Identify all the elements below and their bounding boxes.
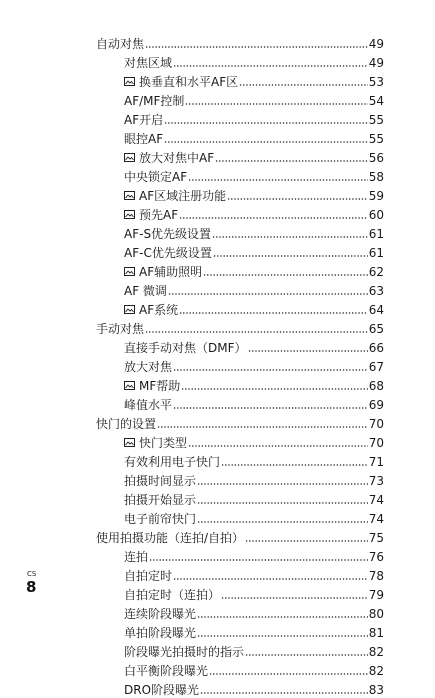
toc-section[interactable] bbox=[0, 33, 435, 52]
dot-leader bbox=[197, 501, 368, 505]
toc-entry-label bbox=[124, 607, 196, 622]
toc-entry-label bbox=[124, 474, 196, 489]
toc-entry[interactable] bbox=[0, 679, 435, 698]
toc-entry-label bbox=[124, 436, 187, 451]
toc-page-number: 74 bbox=[368, 512, 384, 526]
toc-entry-label bbox=[124, 398, 172, 413]
toc-page-number: 49 bbox=[368, 56, 384, 70]
toc-entry-label bbox=[124, 265, 202, 280]
toc-entry-text: 拍摄时间显示 bbox=[124, 474, 197, 488]
toc-entry-label bbox=[124, 246, 212, 261]
picture-frame-icon bbox=[124, 379, 135, 388]
toc-entry-text: AF区域注册功能 bbox=[139, 189, 227, 203]
toc-entry-label bbox=[124, 303, 178, 318]
toc-entry[interactable] bbox=[0, 641, 435, 660]
toc-entry[interactable] bbox=[0, 489, 435, 508]
picture-frame-icon bbox=[124, 303, 135, 312]
toc-entry-label bbox=[96, 417, 156, 432]
toc-entry[interactable] bbox=[0, 356, 435, 375]
toc-entry[interactable] bbox=[0, 204, 435, 223]
toc-entry[interactable] bbox=[0, 622, 435, 641]
toc-page-number: 65 bbox=[368, 322, 384, 336]
dot-leader bbox=[209, 672, 368, 676]
toc-entry-label bbox=[124, 170, 187, 185]
toc-entry-text: 直接手动对焦（DMF） bbox=[124, 341, 247, 355]
toc-entry-text: 自拍定时 bbox=[124, 569, 173, 583]
toc-page-number: 60 bbox=[368, 208, 384, 222]
toc-section[interactable] bbox=[0, 413, 435, 432]
toc-entry-text: 快门的设置 bbox=[96, 417, 157, 431]
toc-entry-text: AF系统 bbox=[139, 303, 179, 317]
dot-leader bbox=[168, 292, 368, 296]
toc-page-number: 58 bbox=[368, 170, 384, 184]
toc-entry[interactable] bbox=[0, 109, 435, 128]
toc-entry-label bbox=[124, 189, 226, 204]
dot-leader bbox=[221, 596, 368, 600]
dot-leader bbox=[188, 178, 368, 182]
toc-entry[interactable] bbox=[0, 299, 435, 318]
dot-leader bbox=[179, 216, 368, 220]
picture-frame-icon bbox=[124, 151, 135, 160]
toc-page-number: 79 bbox=[368, 588, 384, 602]
toc-entry[interactable] bbox=[0, 375, 435, 394]
toc-entry-text: 快门类型 bbox=[139, 436, 188, 450]
toc-entry-text: DRO阶段曝光 bbox=[124, 683, 200, 697]
picture-frame-icon bbox=[124, 75, 135, 84]
dot-leader bbox=[197, 634, 368, 638]
dot-leader bbox=[149, 558, 368, 562]
toc-page-number: 81 bbox=[368, 626, 384, 640]
toc-entry-label bbox=[124, 360, 172, 375]
toc-entry-label bbox=[124, 588, 220, 603]
toc-entry-text: 对焦区域 bbox=[124, 56, 173, 70]
toc-entry-text: 白平衡阶段曝光 bbox=[124, 664, 209, 678]
toc-entry-text: 放大对焦中AF bbox=[139, 151, 215, 165]
toc-entry-text: 峰值水平 bbox=[124, 398, 173, 412]
toc-page-number: 75 bbox=[368, 531, 384, 545]
toc-entry-text: AF辅助照明 bbox=[139, 265, 203, 279]
toc-page-number: 68 bbox=[368, 379, 384, 393]
toc-entry-text: 放大对焦 bbox=[124, 360, 173, 374]
dot-leader bbox=[173, 64, 368, 68]
toc-entry-label bbox=[124, 56, 172, 71]
dot-leader bbox=[173, 368, 368, 372]
toc-entry-text: 阶段曝光拍摄时的指示 bbox=[124, 645, 245, 659]
toc-entry[interactable] bbox=[0, 470, 435, 489]
toc-page-number: 54 bbox=[368, 94, 384, 108]
toc-page-number: 61 bbox=[368, 246, 384, 260]
toc-entry-label bbox=[124, 341, 247, 356]
toc-entry[interactable] bbox=[0, 565, 435, 584]
toc-entry-label bbox=[124, 208, 178, 223]
toc-entry-text: 换垂直和水平AF区 bbox=[139, 75, 239, 89]
toc-entry-label bbox=[124, 626, 196, 641]
dot-leader bbox=[188, 444, 368, 448]
toc-entry[interactable] bbox=[0, 147, 435, 166]
toc-page-number: 69 bbox=[368, 398, 384, 412]
toc-entry-text: AF-C优先级设置 bbox=[124, 246, 212, 260]
dot-leader bbox=[197, 615, 368, 619]
toc-entry[interactable] bbox=[0, 337, 435, 356]
toc-entry-text: MF帮助 bbox=[139, 379, 181, 393]
toc-page-number: 55 bbox=[368, 113, 384, 127]
toc-page-number: 80 bbox=[368, 607, 384, 621]
toc-entry-text: 使用拍摄功能（连拍/自拍） bbox=[96, 531, 245, 545]
toc-entry-text: 电子前帘快门 bbox=[124, 512, 197, 526]
toc-page-number: 70 bbox=[368, 417, 384, 431]
toc-entry-label bbox=[124, 151, 214, 166]
dot-leader bbox=[245, 539, 368, 543]
dot-leader bbox=[173, 406, 368, 410]
dot-leader bbox=[179, 311, 368, 315]
dot-leader bbox=[213, 254, 368, 258]
toc-page-number: 67 bbox=[368, 360, 384, 374]
toc-entry[interactable] bbox=[0, 90, 435, 109]
toc-entry-label bbox=[124, 113, 163, 128]
toc-page-number: 74 bbox=[368, 493, 384, 507]
toc-entry-label bbox=[96, 322, 144, 337]
picture-frame-icon bbox=[124, 208, 135, 217]
dot-leader bbox=[157, 425, 368, 429]
toc-entry[interactable] bbox=[0, 546, 435, 565]
dot-leader bbox=[248, 349, 368, 353]
table-of-contents bbox=[0, 33, 435, 698]
dot-leader bbox=[145, 45, 368, 49]
dot-leader bbox=[203, 273, 368, 277]
toc-entry[interactable] bbox=[0, 603, 435, 622]
toc-page-number: 73 bbox=[368, 474, 384, 488]
toc-entry-label bbox=[124, 512, 196, 527]
toc-page-number: 49 bbox=[368, 37, 384, 51]
dot-leader bbox=[227, 197, 368, 201]
toc-entry-text: 单拍阶段曝光 bbox=[124, 626, 197, 640]
toc-entry[interactable] bbox=[0, 166, 435, 185]
toc-entry-text: AF/MF控制 bbox=[124, 94, 185, 108]
toc-entry-label bbox=[124, 683, 199, 698]
toc-page-number: 82 bbox=[368, 664, 384, 678]
toc-page-number: 59 bbox=[368, 189, 384, 203]
toc-entry-text: 眼控AF bbox=[124, 132, 164, 146]
toc-page-number: 76 bbox=[368, 550, 384, 564]
toc-entry-text: AF 微调 bbox=[124, 284, 167, 298]
toc-section[interactable] bbox=[0, 527, 435, 546]
toc-page-number: 63 bbox=[368, 284, 384, 298]
toc-entry[interactable] bbox=[0, 261, 435, 280]
toc-entry-text: 预先AF bbox=[139, 208, 179, 222]
toc-entry[interactable] bbox=[0, 451, 435, 470]
language-code: CS bbox=[27, 570, 37, 578]
toc-page-number: 78 bbox=[368, 569, 384, 583]
toc-page-number: 64 bbox=[368, 303, 384, 317]
toc-entry[interactable] bbox=[0, 660, 435, 679]
toc-entry[interactable] bbox=[0, 223, 435, 242]
dot-leader bbox=[200, 691, 368, 695]
toc-entry-text: 中央锁定AF bbox=[124, 170, 188, 184]
toc-entry-text: 手动对焦 bbox=[96, 322, 145, 336]
toc-entry-text: 连拍 bbox=[124, 550, 149, 564]
toc-page-number: 82 bbox=[368, 645, 384, 659]
toc-entry-label bbox=[124, 94, 184, 109]
toc-page-number: 56 bbox=[368, 151, 384, 165]
toc-entry-label bbox=[124, 455, 220, 470]
toc-entry-label bbox=[96, 37, 144, 52]
toc-page-number: 83 bbox=[368, 683, 384, 697]
toc-entry[interactable] bbox=[0, 508, 435, 527]
picture-frame-icon bbox=[124, 189, 135, 198]
toc-entry-text: AF开启 bbox=[124, 113, 164, 127]
toc-page-number: 53 bbox=[368, 75, 384, 89]
dot-leader bbox=[221, 463, 368, 467]
toc-entry-label bbox=[124, 132, 163, 147]
picture-frame-icon bbox=[124, 265, 135, 274]
page-number: 8 bbox=[26, 578, 37, 596]
dot-leader bbox=[145, 330, 368, 334]
toc-entry-label bbox=[124, 550, 148, 565]
dot-leader bbox=[164, 121, 368, 125]
toc-entry[interactable] bbox=[0, 128, 435, 147]
dot-leader bbox=[239, 83, 368, 87]
dot-leader bbox=[197, 520, 368, 524]
dot-leader bbox=[245, 653, 368, 657]
toc-entry-label bbox=[124, 493, 196, 508]
toc-entry-label bbox=[124, 227, 211, 242]
toc-entry-label bbox=[124, 569, 172, 584]
picture-frame-icon bbox=[124, 436, 135, 445]
toc-entry-label bbox=[96, 531, 244, 546]
toc-entry-text: 自动对焦 bbox=[96, 37, 145, 51]
toc-entry-label bbox=[124, 664, 208, 679]
toc-page-number: 62 bbox=[368, 265, 384, 279]
toc-page-number: 61 bbox=[368, 227, 384, 241]
toc-entry-text: 自拍定时（连拍） bbox=[124, 588, 221, 602]
dot-leader bbox=[181, 387, 367, 391]
dot-leader bbox=[215, 159, 368, 163]
dot-leader bbox=[212, 235, 368, 239]
toc-page-number: 66 bbox=[368, 341, 384, 355]
toc-entry-text: AF-S优先级设置 bbox=[124, 227, 212, 241]
toc-page-number: 70 bbox=[368, 436, 384, 450]
toc-entry[interactable] bbox=[0, 394, 435, 413]
toc-entry[interactable] bbox=[0, 432, 435, 451]
toc-entry-text: 连续阶段曝光 bbox=[124, 607, 197, 621]
toc-entry[interactable] bbox=[0, 584, 435, 603]
toc-entry[interactable] bbox=[0, 52, 435, 71]
toc-entry-label bbox=[124, 379, 180, 394]
dot-leader bbox=[197, 482, 368, 486]
toc-page-number: 71 bbox=[368, 455, 384, 469]
toc-entry[interactable] bbox=[0, 185, 435, 204]
toc-entry-label bbox=[124, 284, 167, 299]
toc-page-number: 55 bbox=[368, 132, 384, 146]
toc-entry[interactable] bbox=[0, 280, 435, 299]
toc-entry-label bbox=[124, 645, 244, 660]
toc-entry-label bbox=[124, 75, 238, 90]
toc-entry[interactable] bbox=[0, 71, 435, 90]
toc-entry[interactable] bbox=[0, 242, 435, 261]
toc-section[interactable] bbox=[0, 318, 435, 337]
toc-entry-text: 有效利用电子快门 bbox=[124, 455, 221, 469]
dot-leader bbox=[185, 102, 367, 106]
dot-leader bbox=[164, 140, 368, 144]
toc-entry-text: 拍摄开始显示 bbox=[124, 493, 197, 507]
dot-leader bbox=[173, 577, 368, 581]
